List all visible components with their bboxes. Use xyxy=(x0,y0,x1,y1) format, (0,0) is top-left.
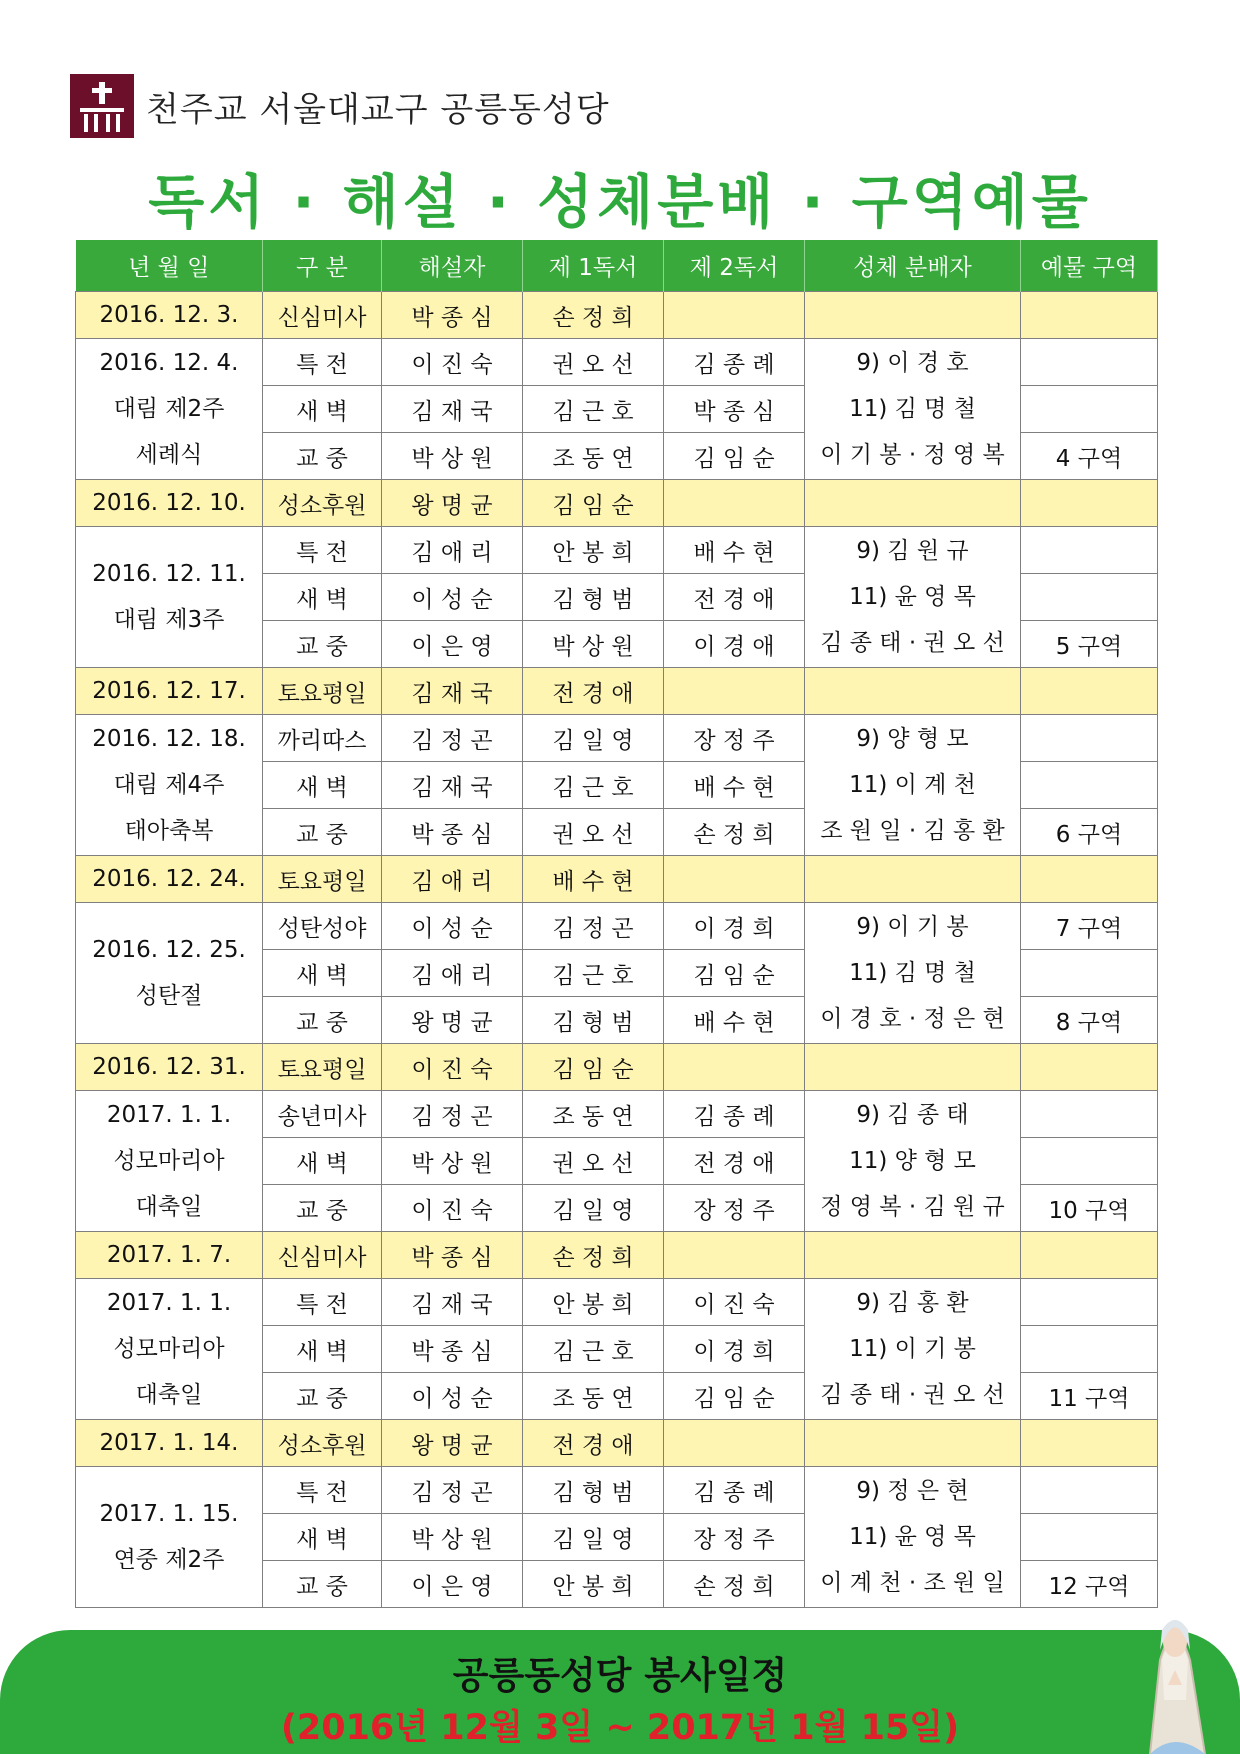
offering-cell xyxy=(1021,386,1158,433)
reading1-cell: 김 정 곤 xyxy=(523,903,664,950)
commentator-cell: 박 종 심 xyxy=(382,1232,523,1279)
reading1-cell: 권 오 선 xyxy=(523,809,664,856)
reading2-cell: 장 정 주 xyxy=(664,1185,805,1232)
offering-cell xyxy=(1021,1326,1158,1373)
schedule-row-highlight xyxy=(76,480,1158,527)
distributor-line: 9) 양 형 모 xyxy=(856,726,969,752)
reading2-cell: 김 종 례 xyxy=(664,1467,805,1514)
offering-cell xyxy=(1021,1044,1158,1091)
schedule-row xyxy=(76,715,1158,762)
distributor-line: 9) 김 홍 환 xyxy=(856,1290,969,1316)
reading2-cell xyxy=(664,668,805,715)
category-cell: 새 벽 xyxy=(263,1138,382,1185)
col-header-distributors: 성체 분배자 xyxy=(805,240,1021,292)
category-cell: 토요평일 xyxy=(263,856,382,903)
category-cell: 성탄성야 xyxy=(263,903,382,950)
reading2-cell: 장 정 주 xyxy=(664,715,805,762)
distributor-cell xyxy=(805,1232,1021,1279)
distributor-line: 11) 김 명 철 xyxy=(849,960,976,986)
date-line: 2016. 12. 25. xyxy=(92,937,246,963)
distributor-line: 정 영 복 · 김 원 규 xyxy=(820,1194,1005,1220)
offering-cell xyxy=(1021,950,1158,997)
category-cell: 특 전 xyxy=(263,339,382,386)
reading1-cell: 안 봉 희 xyxy=(523,1561,664,1608)
commentator-cell: 김 재 국 xyxy=(382,762,523,809)
offering-cell: 6 구역 xyxy=(1021,809,1158,856)
reading1-cell: 김 일 영 xyxy=(523,1185,664,1232)
schedule-row-highlight xyxy=(76,1044,1158,1091)
reading2-cell: 이 진 숙 xyxy=(664,1279,805,1326)
distributor-line: 9) 김 종 태 xyxy=(856,1102,969,1128)
date-group-cell xyxy=(76,1279,263,1420)
reading1-cell: 안 봉 희 xyxy=(523,1279,664,1326)
category-cell: 까리따스 xyxy=(263,715,382,762)
reading2-cell: 손 정 희 xyxy=(664,1561,805,1608)
distributor-group-cell xyxy=(805,1091,1021,1232)
parish-logo-icon xyxy=(70,74,134,138)
reading1-cell: 김 임 순 xyxy=(523,480,664,527)
offering-cell: 7 구역 xyxy=(1021,903,1158,950)
reading1-cell: 김 형 범 xyxy=(523,997,664,1044)
distributor-line: 9) 정 은 현 xyxy=(856,1478,969,1504)
parish-name: 천주교 서울대교구 공릉동성당 xyxy=(146,90,610,130)
reading1-cell: 권 오 선 xyxy=(523,1138,664,1185)
distributor-cell xyxy=(805,480,1021,527)
date-cell: 2016. 12. 24. xyxy=(76,856,263,903)
category-cell: 신심미사 xyxy=(263,292,382,339)
distributor-cell xyxy=(805,1420,1021,1467)
category-cell: 새 벽 xyxy=(263,1326,382,1373)
distributor-line: 11) 김 명 철 xyxy=(849,396,976,422)
offering-cell xyxy=(1021,1279,1158,1326)
date-line: 세례식 xyxy=(135,442,203,468)
col-header-offering: 예물 구역 xyxy=(1021,240,1158,292)
commentator-cell: 박 종 심 xyxy=(382,1326,523,1373)
page-title: 독서 · 해설 · 성체분배 · 구역예물 xyxy=(148,168,1092,236)
schedule-row-highlight xyxy=(76,1232,1158,1279)
offering-cell: 12 구역 xyxy=(1021,1561,1158,1608)
date-line: 성모마리아 xyxy=(113,1148,225,1174)
date-group-cell xyxy=(76,339,263,480)
commentator-cell: 이 은 영 xyxy=(382,1561,523,1608)
date-group-cell xyxy=(76,527,263,668)
date-line: 2016. 12. 11. xyxy=(92,561,246,587)
reading2-cell: 이 경 애 xyxy=(664,621,805,668)
offering-cell xyxy=(1021,1138,1158,1185)
commentator-cell: 김 정 곤 xyxy=(382,1091,523,1138)
offering-cell xyxy=(1021,1420,1158,1467)
reading1-cell: 전 경 애 xyxy=(523,668,664,715)
date-cell: 2016. 12. 3. xyxy=(76,292,263,339)
category-cell: 새 벽 xyxy=(263,762,382,809)
commentator-cell: 이 진 숙 xyxy=(382,1185,523,1232)
offering-cell xyxy=(1021,480,1158,527)
offering-cell xyxy=(1021,762,1158,809)
offering-cell xyxy=(1021,1091,1158,1138)
date-line: 대축일 xyxy=(135,1382,203,1408)
category-cell: 새 벽 xyxy=(263,1514,382,1561)
commentator-cell: 김 애 리 xyxy=(382,950,523,997)
offering-cell: 10 구역 xyxy=(1021,1185,1158,1232)
col-header-reading1: 제 1독서 xyxy=(523,240,664,292)
reading2-cell: 김 임 순 xyxy=(664,1373,805,1420)
offering-cell: 11 구역 xyxy=(1021,1373,1158,1420)
reading2-cell: 전 경 애 xyxy=(664,1138,805,1185)
reading2-cell xyxy=(664,1420,805,1467)
commentator-cell: 이 성 순 xyxy=(382,903,523,950)
reading1-cell: 김 근 호 xyxy=(523,1326,664,1373)
date-cell: 2016. 12. 17. xyxy=(76,668,263,715)
commentator-cell: 박 종 심 xyxy=(382,809,523,856)
date-line: 대림 제3주 xyxy=(113,607,225,633)
date-cell: 2017. 1. 14. xyxy=(76,1420,263,1467)
date-cell: 2017. 1. 7. xyxy=(76,1232,263,1279)
commentator-cell: 박 상 원 xyxy=(382,1138,523,1185)
category-cell: 교 중 xyxy=(263,809,382,856)
schedule-row-highlight xyxy=(76,292,1158,339)
table-header-row xyxy=(76,240,1158,292)
footer-date-range: (2016년 12월 3일 ~ 2017년 1월 15일) xyxy=(280,1708,960,1748)
distributor-line: 김 종 태 · 권 오 선 xyxy=(820,630,1005,656)
date-group-cell xyxy=(76,715,263,856)
category-cell: 신심미사 xyxy=(263,1232,382,1279)
date-group-cell xyxy=(76,903,263,1044)
category-cell: 새 벽 xyxy=(263,950,382,997)
date-line: 연중 제2주 xyxy=(113,1547,225,1573)
virgin-mary-statue-icon xyxy=(1120,1590,1230,1754)
commentator-cell: 이 은 영 xyxy=(382,621,523,668)
distributor-group-cell xyxy=(805,1279,1021,1420)
reading1-cell: 권 오 선 xyxy=(523,339,664,386)
footer-title: 공릉동성당 봉사일정 xyxy=(452,1654,788,1697)
distributor-cell xyxy=(805,1044,1021,1091)
reading1-cell: 김 일 영 xyxy=(523,1514,664,1561)
commentator-cell: 박 종 심 xyxy=(382,292,523,339)
reading1-cell: 김 근 호 xyxy=(523,762,664,809)
date-line: 성모마리아 xyxy=(113,1336,225,1362)
reading2-cell: 김 종 례 xyxy=(664,1091,805,1138)
date-line: 성탄절 xyxy=(135,983,203,1009)
distributor-line: 11) 윤 영 목 xyxy=(849,584,976,610)
category-cell: 성소후원 xyxy=(263,480,382,527)
commentator-cell: 박 상 원 xyxy=(382,1514,523,1561)
reading1-cell: 박 상 원 xyxy=(523,621,664,668)
distributor-group-cell xyxy=(805,1467,1021,1608)
distributor-line: 11) 윤 영 목 xyxy=(849,1524,976,1550)
reading1-cell: 손 정 희 xyxy=(523,292,664,339)
reading2-cell xyxy=(664,1232,805,1279)
offering-cell xyxy=(1021,715,1158,762)
commentator-cell: 김 애 리 xyxy=(382,527,523,574)
offering-cell: 8 구역 xyxy=(1021,997,1158,1044)
reading1-cell: 조 동 연 xyxy=(523,1091,664,1138)
reading2-cell: 이 경 희 xyxy=(664,1326,805,1373)
reading1-cell: 김 근 호 xyxy=(523,950,664,997)
col-header-date: 년 월 일 xyxy=(76,240,263,292)
distributor-line: 이 경 호 · 정 은 현 xyxy=(820,1006,1005,1032)
reading1-cell: 김 형 범 xyxy=(523,1467,664,1514)
reading2-cell: 배 수 현 xyxy=(664,527,805,574)
distributor-line: 이 기 봉 · 정 영 복 xyxy=(820,442,1005,468)
reading2-cell: 김 임 순 xyxy=(664,433,805,480)
distributor-line: 조 원 일 · 김 홍 환 xyxy=(820,818,1005,844)
schedule-row-highlight xyxy=(76,1420,1158,1467)
date-line: 2016. 12. 18. xyxy=(92,726,246,752)
distributor-line: 11) 이 계 천 xyxy=(849,772,976,798)
reading2-cell: 손 정 희 xyxy=(664,809,805,856)
reading2-cell xyxy=(664,292,805,339)
schedule-row-highlight xyxy=(76,856,1158,903)
offering-cell xyxy=(1021,1232,1158,1279)
col-header-category: 구 분 xyxy=(263,240,382,292)
commentator-cell: 김 재 국 xyxy=(382,1279,523,1326)
commentator-cell: 왕 명 균 xyxy=(382,1420,523,1467)
reading2-cell: 김 종 례 xyxy=(664,339,805,386)
col-header-reading2: 제 2독서 xyxy=(664,240,805,292)
category-cell: 교 중 xyxy=(263,1373,382,1420)
reading2-cell: 김 임 순 xyxy=(664,950,805,997)
category-cell: 토요평일 xyxy=(263,1044,382,1091)
date-line: 2016. 12. 4. xyxy=(99,350,239,376)
reading2-cell: 배 수 현 xyxy=(664,997,805,1044)
offering-cell xyxy=(1021,668,1158,715)
reading1-cell: 조 동 연 xyxy=(523,433,664,480)
reading1-cell: 김 일 영 xyxy=(523,715,664,762)
distributor-line: 김 종 태 · 권 오 선 xyxy=(820,1382,1005,1408)
date-line: 대림 제4주 xyxy=(113,772,225,798)
commentator-cell: 김 정 곤 xyxy=(382,715,523,762)
commentator-cell: 김 애 리 xyxy=(382,856,523,903)
category-cell: 새 벽 xyxy=(263,574,382,621)
reading2-cell: 배 수 현 xyxy=(664,762,805,809)
offering-cell xyxy=(1021,527,1158,574)
schedule-table xyxy=(75,240,1158,1608)
category-cell: 성소후원 xyxy=(263,1420,382,1467)
reading1-cell: 손 정 희 xyxy=(523,1232,664,1279)
distributor-cell xyxy=(805,668,1021,715)
reading1-cell: 김 근 호 xyxy=(523,386,664,433)
reading1-cell: 전 경 애 xyxy=(523,1420,664,1467)
category-cell: 새 벽 xyxy=(263,386,382,433)
distributor-line: 9) 김 원 규 xyxy=(856,538,969,564)
date-group-cell xyxy=(76,1091,263,1232)
commentator-cell: 이 성 순 xyxy=(382,1373,523,1420)
col-header-commentator: 해설자 xyxy=(382,240,523,292)
distributor-group-cell xyxy=(805,527,1021,668)
distributor-line: 9) 이 경 호 xyxy=(856,350,969,376)
reading2-cell: 이 경 희 xyxy=(664,903,805,950)
category-cell: 교 중 xyxy=(263,433,382,480)
date-line: 대축일 xyxy=(135,1194,203,1220)
commentator-cell: 김 정 곤 xyxy=(382,1467,523,1514)
date-line: 2017. 1. 15. xyxy=(99,1501,239,1527)
category-cell: 교 중 xyxy=(263,1185,382,1232)
reading1-cell: 안 봉 희 xyxy=(523,527,664,574)
commentator-cell: 이 성 순 xyxy=(382,574,523,621)
category-cell: 특 전 xyxy=(263,527,382,574)
category-cell: 교 중 xyxy=(263,1561,382,1608)
offering-cell xyxy=(1021,856,1158,903)
reading1-cell: 김 임 순 xyxy=(523,1044,664,1091)
distributor-cell xyxy=(805,856,1021,903)
date-line: 대림 제2주 xyxy=(113,396,225,422)
distributor-line: 9) 이 기 봉 xyxy=(856,914,969,940)
reading1-cell: 조 동 연 xyxy=(523,1373,664,1420)
offering-cell xyxy=(1021,292,1158,339)
offering-cell: 5 구역 xyxy=(1021,621,1158,668)
commentator-cell: 왕 명 균 xyxy=(382,480,523,527)
distributor-line: 11) 이 기 봉 xyxy=(849,1336,976,1362)
distributor-line: 11) 양 형 모 xyxy=(849,1148,976,1174)
commentator-cell: 박 상 원 xyxy=(382,433,523,480)
schedule-row xyxy=(76,1467,1158,1514)
category-cell: 교 중 xyxy=(263,997,382,1044)
commentator-cell: 왕 명 균 xyxy=(382,997,523,1044)
distributor-cell xyxy=(805,292,1021,339)
commentator-cell: 이 진 숙 xyxy=(382,339,523,386)
schedule-row xyxy=(76,1279,1158,1326)
date-line: 태아축복 xyxy=(124,818,214,844)
distributor-group-cell xyxy=(805,339,1021,480)
offering-cell xyxy=(1021,1467,1158,1514)
reading2-cell: 장 정 주 xyxy=(664,1514,805,1561)
category-cell: 토요평일 xyxy=(263,668,382,715)
category-cell: 교 중 xyxy=(263,621,382,668)
commentator-cell: 김 재 국 xyxy=(382,668,523,715)
schedule-body xyxy=(76,292,1158,1608)
category-cell: 특 전 xyxy=(263,1467,382,1514)
date-group-cell xyxy=(76,1467,263,1608)
reading2-cell: 박 종 심 xyxy=(664,386,805,433)
date-line: 2017. 1. 1. xyxy=(106,1290,232,1316)
reading2-cell: 전 경 애 xyxy=(664,574,805,621)
distributor-group-cell xyxy=(805,903,1021,1044)
offering-cell xyxy=(1021,574,1158,621)
offering-cell xyxy=(1021,339,1158,386)
reading1-cell: 배 수 현 xyxy=(523,856,664,903)
reading2-cell xyxy=(664,480,805,527)
date-cell: 2016. 12. 31. xyxy=(76,1044,263,1091)
reading2-cell xyxy=(664,1044,805,1091)
distributor-group-cell xyxy=(805,715,1021,856)
schedule-row xyxy=(76,903,1158,950)
category-cell: 특 전 xyxy=(263,1279,382,1326)
date-line: 2017. 1. 1. xyxy=(106,1102,232,1128)
offering-cell: 4 구역 xyxy=(1021,433,1158,480)
schedule-row xyxy=(76,1091,1158,1138)
category-cell: 송년미사 xyxy=(263,1091,382,1138)
commentator-cell: 김 재 국 xyxy=(382,386,523,433)
reading1-cell: 김 형 범 xyxy=(523,574,664,621)
commentator-cell: 이 진 숙 xyxy=(382,1044,523,1091)
distributor-line: 이 계 천 · 조 원 일 xyxy=(820,1570,1005,1596)
date-cell: 2016. 12. 10. xyxy=(76,480,263,527)
schedule-row xyxy=(76,527,1158,574)
offering-cell xyxy=(1021,1514,1158,1561)
schedule-row xyxy=(76,339,1158,386)
reading2-cell xyxy=(664,856,805,903)
schedule-row-highlight xyxy=(76,668,1158,715)
